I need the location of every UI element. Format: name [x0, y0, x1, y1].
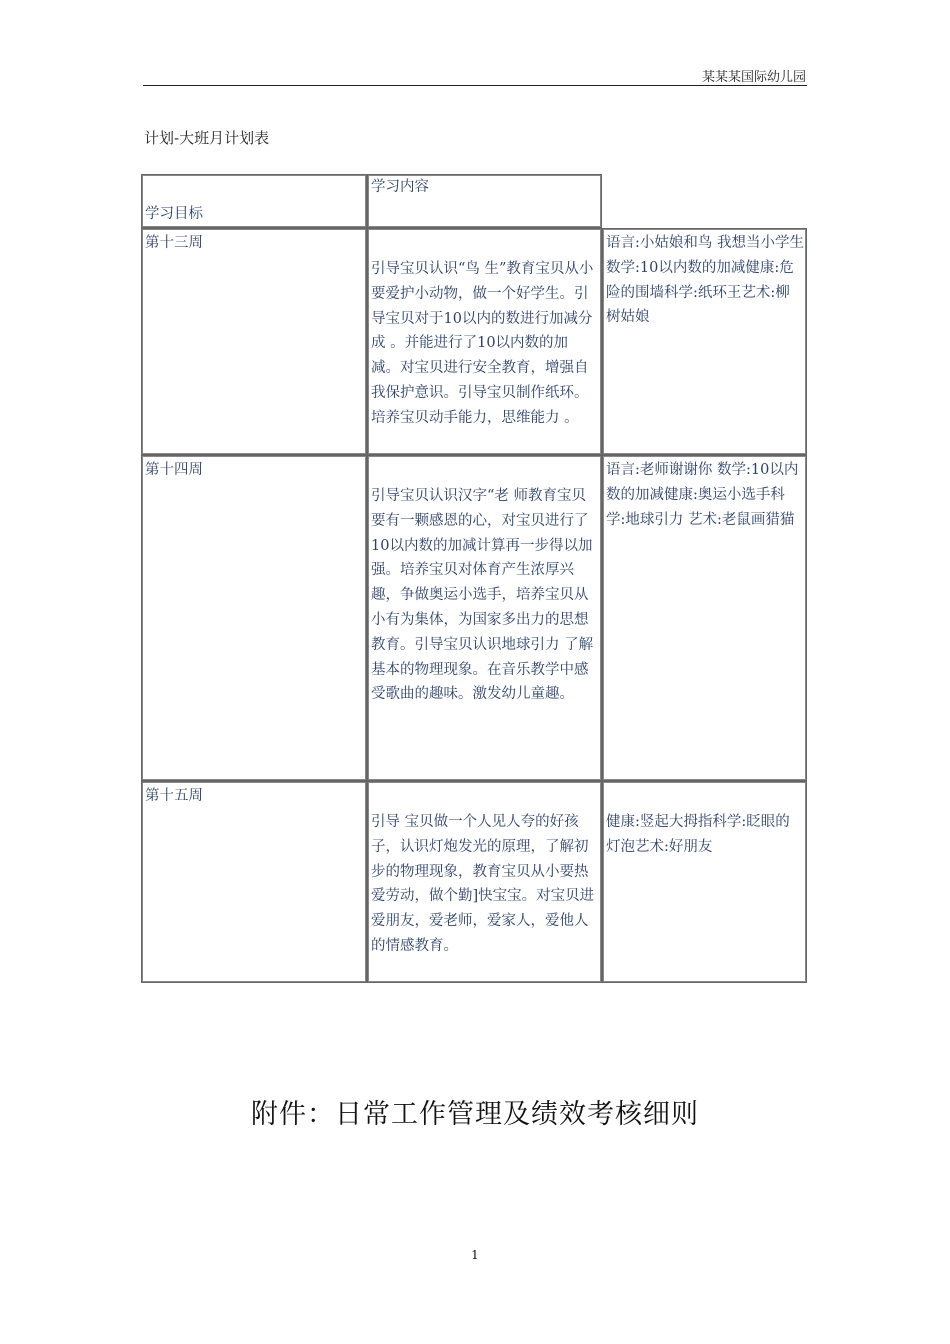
header-cell-content: [367, 174, 602, 228]
attachment-heading: 附件：日常工作管理及绩效考核细则: [251, 1099, 699, 1130]
content-text: 引导宝贝认识汉字“老 师教育宝贝要有一颗感恩的心，对宝贝进行了10以内数的加减计算再一步得以加强。培养宝贝对体育产生浓厚兴趣，争做奥运小选手，培养宝贝从小有为集体，为国家多出力的思想教育。引导宝贝认识地球引力 了解基本的物理现象。在音乐教学中感受歌曲的趣味。激发幼儿童趣。: [371, 488, 594, 703]
content-cell: [367, 228, 602, 455]
subjects-text: 语言:小姑娘和鸟 我想当小学生数学:10以内数的加减健康:危险的围墙科学:纸环王艺术:柳树姑娘: [606, 235, 804, 326]
subjects-text: 语言:老师谢谢你 数学:10以内数的加减健康:奥运小选手科学:地球引力 艺术:老鼠画猎猫: [606, 462, 799, 528]
content-cell: [367, 781, 602, 983]
week-label: 第十三周: [145, 235, 203, 251]
week-label: 第十五周: [145, 788, 203, 804]
table-row: [141, 781, 807, 983]
table-header-row: [141, 174, 807, 228]
subjects-cell: [602, 228, 807, 455]
header-cell-empty: [602, 174, 807, 228]
page-number: 1: [471, 1248, 479, 1262]
week-cell: [141, 455, 367, 781]
content-cell: [367, 455, 602, 781]
subjects-text: 健康:竖起大拇指科学:眨眼的灯泡艺术:好朋友: [606, 814, 790, 855]
table-row: [141, 228, 807, 455]
header-content-label: 学习内容: [371, 179, 429, 195]
week-cell: [141, 781, 367, 983]
monthly-plan-table: [141, 174, 807, 983]
document-title: 计划-大班月计划表: [144, 129, 270, 147]
content-text: 引导 宝贝做一个人见人夸的好孩子，认识灯炮发光的原理，了解初步的物理现象，教育宝贝从小要热爱劳动，做个勤]快宝宝。对宝贝进爱朋友，爱老师，爱家人，爱他人的情感教育。: [371, 814, 595, 954]
week-cell: [141, 228, 367, 455]
subjects-cell: [602, 455, 807, 781]
header-divider: [143, 85, 807, 86]
header-org-name: 某某某国际幼儿园: [701, 70, 806, 85]
header-cell-goal: [141, 174, 367, 228]
content-text: 引导宝贝认识“鸟 生”教育宝贝从小要爱护小动物，做一个好学生。引导宝贝对于10以内的数进行加减分成 。并能进行了10以内数的加减。对宝贝进行安全教育，增强自我保护意识。引导宝贝制作纸环。培养宝贝动手能力，思维能力 。: [371, 261, 594, 426]
week-label: 第十四周: [145, 462, 203, 478]
header-goal-label: 学习目标: [145, 206, 203, 223]
subjects-cell: [602, 781, 807, 983]
table-row: [141, 455, 807, 781]
